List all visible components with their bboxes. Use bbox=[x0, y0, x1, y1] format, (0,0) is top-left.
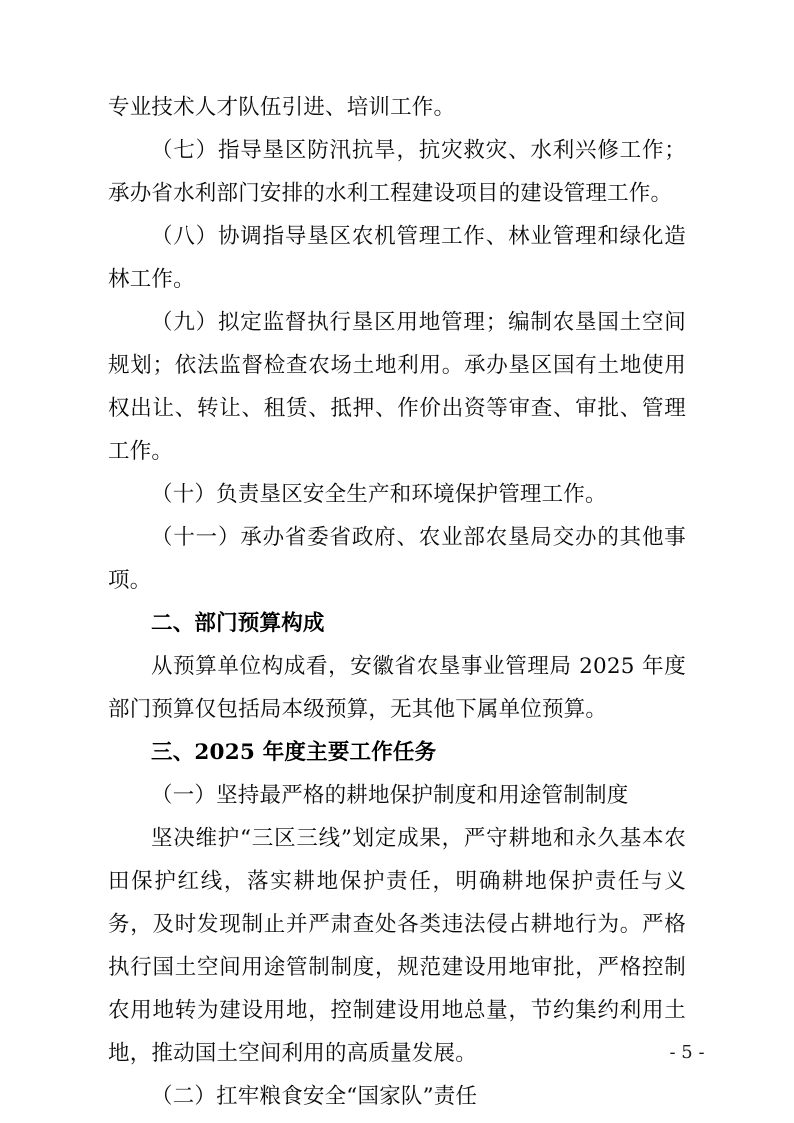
section-heading: 三、2025 年度主要工作任务 bbox=[151, 740, 437, 765]
subsection-heading: （一）坚持最严格的耕地保护制度和用途管制制度 bbox=[151, 783, 629, 808]
page-number-label: - 5 - bbox=[669, 1042, 705, 1063]
paragraph: 专业技术人才队伍引进、培训工作。 bbox=[108, 95, 456, 120]
page-number bbox=[0, 1042, 794, 1063]
paragraph: （七）指导垦区防汛抗旱，抗灾救灾、水利兴修工作；承办省水利部门安排的水利工程建设项目的建设管理工作。 bbox=[108, 138, 686, 206]
subsection-heading: （二）扛牢粮食安全“国家队”责任 bbox=[151, 1084, 478, 1109]
paragraph: （九）拟定监督执行垦区用地管理；编制农垦国土空间规划；依法监督检查农场土地利用。承办垦区国有土地使用权出让、转让、租赁、抵押、作价出资等审查、审批、管理工作。 bbox=[108, 310, 686, 464]
document-body bbox=[108, 86, 686, 1118]
paragraph: 从预算单位构成看，安徽省农垦事业管理局 2025 年度部门预算仅包括局本级预算，无其他下属单位预算。 bbox=[108, 654, 686, 722]
paragraph: （十一）承办省委省政府、农业部农垦局交办的其他事项。 bbox=[108, 525, 686, 593]
paragraph: 坚决维护“三区三线”划定成果，严守耕地和永久基本农田保护红线，落实耕地保护责任，明确耕地保护责任与义务，及时发现制止并严肃查处各类违法侵占耕地行为。严格执行国土空间用途管制制度，规范建设用地审批，严格控制农用地转为建设用地，控制建设用地总量，节约集约利用土地，推动国土空间利用的高质量发展。 bbox=[108, 826, 686, 1066]
paragraph: （十）负责垦区安全生产和环境保护管理工作。 bbox=[151, 482, 607, 507]
section-heading: 二、部门预算构成 bbox=[151, 611, 325, 636]
paragraph: （八）协调指导垦区农机管理工作、林业管理和绿化造林工作。 bbox=[108, 224, 686, 292]
